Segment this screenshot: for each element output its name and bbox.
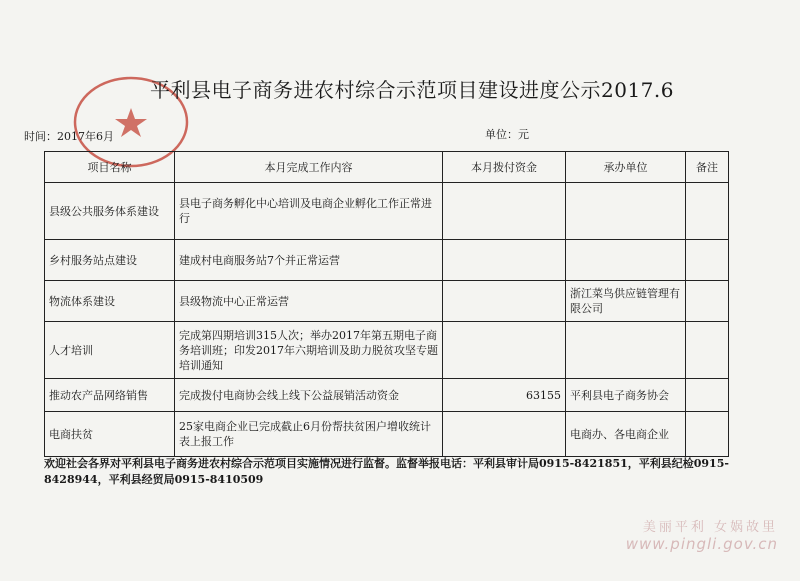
header-notes: 备注: [686, 152, 729, 183]
header-organizer: 承办单位: [566, 152, 686, 183]
unit-label: 单位：元: [485, 128, 529, 141]
cell-organizer: 电商办、各电商企业: [566, 412, 686, 457]
header-funds: 本月拨付资金: [443, 152, 566, 183]
cell-project-name: 县级公共服务体系建设: [45, 183, 175, 240]
cell-project-name: 推动农产品网络销售: [45, 379, 175, 412]
cell-notes: [686, 322, 729, 379]
cell-organizer: [566, 240, 686, 281]
cell-organizer: 平利县电子商务协会: [566, 379, 686, 412]
cell-organizer: [566, 322, 686, 379]
cell-notes: [686, 183, 729, 240]
cell-notes: [686, 412, 729, 457]
site-watermark: [626, 516, 778, 553]
watermark-slogan: 美丽平利 女娲故里: [642, 520, 778, 535]
cell-funds: [443, 412, 566, 457]
table-row: [45, 183, 729, 240]
progress-table: [44, 151, 729, 457]
cell-project-name: 物流体系建设: [45, 281, 175, 322]
table-row: [45, 322, 729, 379]
cell-work-content: 县级物流中心正常运营: [175, 281, 443, 322]
cell-project-name: 电商扶贫: [45, 412, 175, 457]
table-row: [45, 281, 729, 322]
header-project-name: 项目名称: [45, 152, 175, 183]
header-work-content: 本月完成工作内容: [175, 152, 443, 183]
cell-organizer: 浙江菜鸟供应链管理有限公司: [566, 281, 686, 322]
cell-project-name: 人才培训: [45, 322, 175, 379]
cell-notes: [686, 240, 729, 281]
cell-funds: 63155: [443, 379, 566, 412]
table-row: [45, 379, 729, 412]
cell-work-content: 完成拨付电商协会线上线下公益展销活动资金: [175, 379, 443, 412]
time-label: 时间：2017年6月: [24, 130, 114, 143]
cell-funds: [443, 281, 566, 322]
cell-funds: [443, 240, 566, 281]
table-row: [45, 240, 729, 281]
cell-project-name: 乡村服务站点建设: [45, 240, 175, 281]
cell-work-content: 25家电商企业已完成截止6月份帮扶贫困户增收统计表上报工作: [175, 412, 443, 457]
cell-notes: [686, 281, 729, 322]
cell-funds: [443, 183, 566, 240]
cell-work-content: 县电子商务孵化中心培训及电商企业孵化工作正常进行: [175, 183, 443, 240]
table-header-row: [45, 152, 729, 183]
cell-notes: [686, 379, 729, 412]
cell-organizer: [566, 183, 686, 240]
supervision-notice: 欢迎社会各界对平利县电子商务进农村综合示范项目实施情况进行监督。监督举报电话：平利县审计局0915-8421851，平利县纪检0915-8428944，平利县经贸局0915-8410509: [44, 457, 729, 486]
watermark-url: www.pingli.gov.cn: [625, 535, 778, 553]
table-row: [45, 412, 729, 457]
cell-work-content: 完成第四期培训315人次；举办2017年第五期电子商务培训班；印发2017年六期培训及助力脱贫攻坚专题培训通知: [175, 322, 443, 379]
document-title: 平利县电子商务进农村综合示范项目建设进度公示2017.6: [150, 78, 674, 102]
cell-funds: [443, 322, 566, 379]
cell-work-content: 建成村电商服务站7个并正常运营: [175, 240, 443, 281]
